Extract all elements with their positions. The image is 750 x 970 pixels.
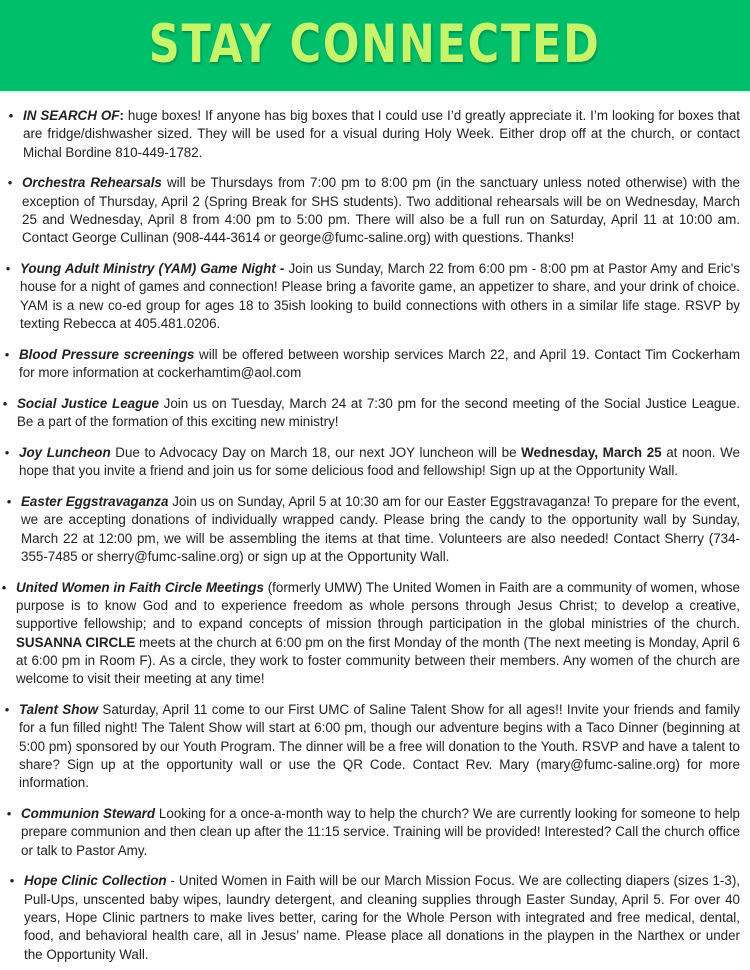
announcement-title: Blood Pressure screenings <box>19 346 195 362</box>
announcement-body-continued: meets at the church at 6:00 pm on the first Monday of the month (The next meeting is Monday, April 6 at 6:00 pm in Room F). As a circle, they work to foster community between their members. Any women of the church are welcome to visit their meeting at any time! <box>16 634 740 687</box>
bullet-icon: • <box>4 444 10 460</box>
announcement-body: huge boxes! If anyone has big boxes that I could use I’d greatly appreciate it. I’m looking for boxes that are fridge/dishwasher sized. They will be used for a visual during Holy Week. Either drop off at the church, or contact Michal Bordine 810-449-1782. <box>23 108 740 160</box>
bullet-icon: • <box>6 806 12 821</box>
announcement-title: Talent Show <box>19 702 99 718</box>
announcement-title: Hope Clinic Collection <box>24 873 167 889</box>
highlighted-date: Wednesday, March 25 <box>521 444 662 460</box>
bullet-icon: • <box>5 261 11 277</box>
page-title: STAY CONNECTED <box>149 13 601 74</box>
announcement-talent-show <box>0 701 740 792</box>
announcement-body: - United Women in Faith will be our March Mission Focus. We are collecting diapers (sizes 1-3), Pull-Ups, unscented baby wipes, laundry detergent, and cleaning supplies through Easter Sunday, April 5. For over 40 years, Hope Clinic partners to make lives better, caring for the Whole Person with integrated and free medical, dental, food, and behavioral health care, all in Jesus’ name. Please place all donations in the playpen in the Narthex or under the Opportunity Wall. <box>24 873 740 962</box>
bullet-icon: • <box>9 873 15 889</box>
announcement-title: Social Justice League <box>17 395 159 411</box>
announcement-hope-clinic-collection <box>0 872 740 963</box>
announcement-body: Join us Sunday, March 22 from 6:00 pm - 8:00 pm at Pastor Amy and Eric's house for a night of games and connection! Please bring a favorite game, an appetizer to share, and your drink of choice. YAM is a new co-ed group for ages 18 to 35ish looking to build connections with others in a similar life stage. RSVP by texting Rebecca at 405.481.0206. <box>20 261 740 331</box>
announcement-easter-eggstravaganza <box>0 493 740 566</box>
announcement-body: Due to Advocacy Day on March 18, our next JOY luncheon will be <box>110 444 522 460</box>
announcement-title: Communion Steward <box>21 806 156 821</box>
announcement-title: IN SEARCH OF <box>23 108 120 123</box>
bullet-icon: • <box>2 395 8 411</box>
bullet-icon: • <box>8 108 14 123</box>
bullet-icon: • <box>4 346 10 362</box>
announcement-communion-steward <box>0 805 740 860</box>
announcement-social-justice-league <box>0 395 740 432</box>
bullet-icon: • <box>7 175 13 191</box>
announcement-body: (formerly UMW) The United Women in Faith are a community of women, whose purpose is to know God and to experience freedom as whole persons through Jesus Christ; to develop a creative, supportive fellowship; and to expand concepts of mission through participation in the global ministries of the church. <box>16 579 740 632</box>
announcement-body-continued: at noon. We hope that you invite a friend and join us for some delicious food and fellowship! Sign up at the Opportunity Wall. <box>19 444 740 479</box>
announcement-title: United Women in Faith Circle Meetings <box>16 579 264 595</box>
title-suffix: : <box>119 108 124 123</box>
announcement-uwf-circle-meetings <box>0 579 740 689</box>
announcement-joy-luncheon <box>0 444 740 481</box>
announcement-yam-game-night <box>0 260 740 333</box>
announcement-blood-pressure <box>0 346 740 383</box>
announcement-body: Join us on Tuesday, March 24 at 7:30 pm for the second meeting of the Social Justice League. Be a part of the formation of this exciting new ministry! <box>17 395 740 430</box>
announcement-title: Young Adult Ministry (YAM) Game Night - <box>20 261 285 277</box>
announcement-title: Easter Eggstravaganza <box>21 494 169 510</box>
highlighted-circle-name: SUSANNA CIRCLE <box>16 634 136 650</box>
announcement-title: Joy Luncheon <box>19 444 111 460</box>
announcement-body: will be offered between worship services March 22, and April 19. Contact Tim Cockerham for more information at cockerhamtim@aol.com <box>19 346 740 381</box>
bullet-icon: • <box>4 702 10 718</box>
stay-connected-banner <box>0 0 750 93</box>
announcement-body: Saturday, April 11 come to our First UMC of Saline Talent Show for all ages!! Invite your friends and family for a fun filled night! The Talent Show will start at 6:00 pm, though our adventure begins with a Taco Dinner (beginning at 5:00 pm) sponsored by our Youth Program. The dinner will be a free will donation to the Youth. RSVP and have a talent to share? Sign up at the opportunity wall or use the QR Code. Contact Rev. Mary (mary@fumc-saline.org) for more information. <box>19 702 740 791</box>
announcement-in-search-of <box>0 107 740 162</box>
bullet-icon: • <box>6 494 12 510</box>
announcement-body: Looking for a once-a-month way to help the church? We are currently looking for someone to help prepare communion and then clean up after the 11:15 service. Training will be provided! Interested? Call the church office or talk to Pastor Amy. <box>21 806 740 858</box>
announcements-list <box>0 93 750 964</box>
announcement-title: Orchestra Rehearsals <box>22 175 162 191</box>
announcement-body: will be Thursdays from 7:00 pm to 8:00 pm (in the sanctuary unless noted otherwise) with the exception of Thursday, April 2 (Spring Break for SHS students). Two additional rehearsals will be on Wednesday, March 25 and Wednesday, April 8 from 4:00 pm to 5:00 pm. There will also be a full run on Saturday, April 11 at 10:00 am. Contact George Cullinan (908-444-3614 or george@fumc-saline.org) with questions. Thanks! <box>22 175 740 246</box>
announcement-body: Join us on Sunday, April 5 at 10:30 am for our Easter Eggstravaganza! To prepare for the event, we are accepting donations of individually wrapped candy. Please bring the candy to the opportunity wall by Sunday, March 22 at 12:00 pm, we will be assembling the items at that time. Volunteers are also needed! Contact Sherry (734-355-7485 or sherry@fumc-saline.org) or sign up at the Opportunity Wall. <box>21 494 740 564</box>
announcement-orchestra-rehearsals <box>0 174 740 247</box>
bullet-icon: • <box>1 579 7 595</box>
